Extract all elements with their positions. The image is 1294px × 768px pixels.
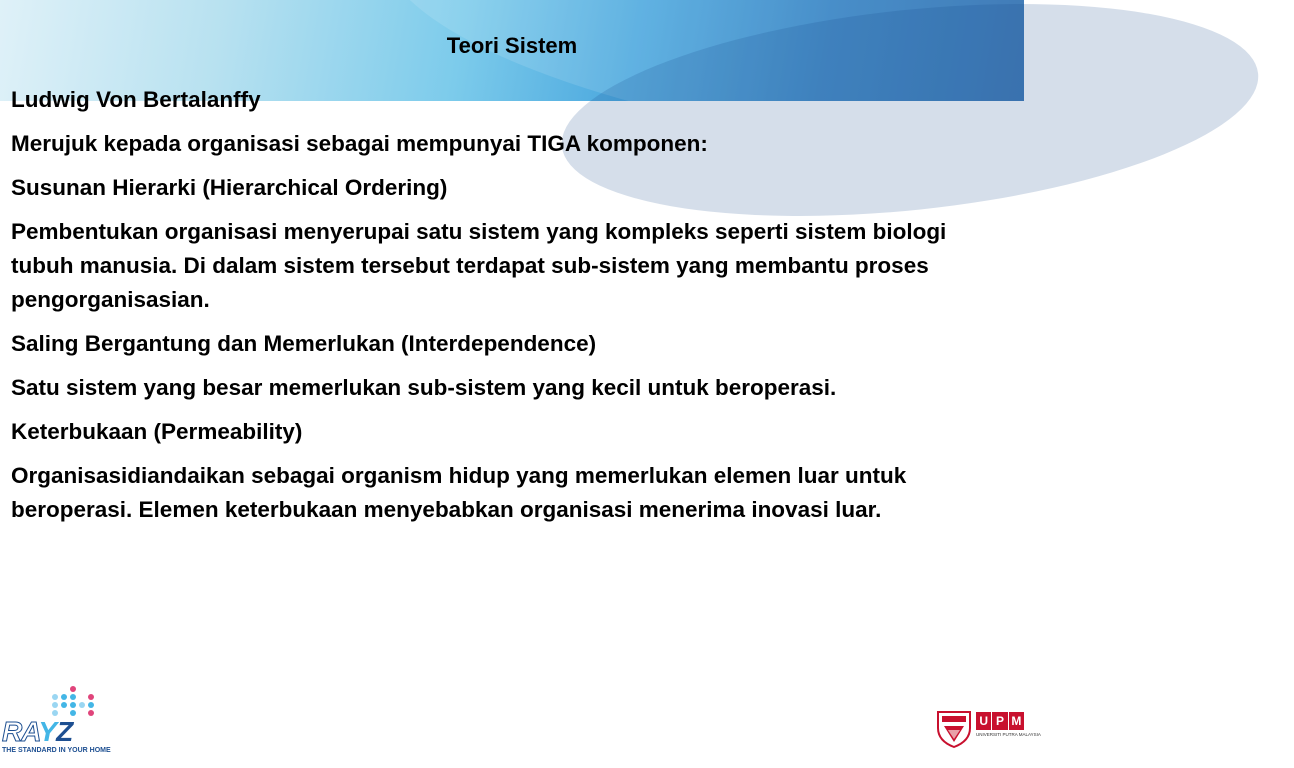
upm-logo bbox=[936, 708, 1041, 752]
rayz-letter: R bbox=[2, 716, 22, 747]
upm-subtitle: UNIVERSITI PUTRA MALAYSIA bbox=[976, 732, 1041, 737]
rayz-wordmark bbox=[2, 718, 72, 746]
upm-letter: P bbox=[992, 712, 1007, 730]
upm-wordmark bbox=[976, 712, 1024, 730]
component-heading-interdependence: Saling Bergantung dan Memerlukan (Interdependence) bbox=[11, 331, 597, 356]
rayz-letter: A bbox=[21, 716, 39, 747]
rayz-letter: Y bbox=[38, 716, 57, 747]
upm-letter: M bbox=[1009, 712, 1024, 730]
upm-letter: U bbox=[976, 712, 991, 730]
slide-title: Teori Sistem bbox=[446, 33, 578, 58]
author-heading: Ludwig Von Bertalanffy bbox=[11, 87, 261, 112]
component-heading-permeability: Keterbukaan (Permeability) bbox=[11, 419, 303, 444]
upm-crest-icon bbox=[936, 708, 972, 748]
slide-body bbox=[11, 83, 1011, 537]
rayz-tagline: THE STANDARD IN YOUR HOME bbox=[2, 747, 111, 754]
rayz-letter: Z bbox=[56, 716, 73, 747]
component-heading-hierarchy: Susunan Hierarki (Hierarchical Ordering) bbox=[11, 175, 448, 200]
rayz-logo bbox=[0, 686, 110, 756]
component-text-hierarchy: Pembentukan organisasi menyerupai satu sistem yang kompleks seperti sistem biologi tubuh manusia. Di dalam sistem tersebut terdapat sub-sistem yang membantu proses pengorganisasian. bbox=[11, 219, 947, 312]
component-text-permeability: Organisasidiandaikan sebagai organism hidup yang memerlukan elemen luar untuk beroperasi. Elemen keterbukaan menyebabkan organisasi menerima inovasi luar. bbox=[11, 463, 907, 522]
intro-text: Merujuk kepada organisasi sebagai mempunyai TIGA komponen: bbox=[11, 131, 708, 156]
component-text-interdependence: Satu sistem yang besar memerlukan sub-sistem yang kecil untuk beroperasi. bbox=[11, 375, 837, 400]
